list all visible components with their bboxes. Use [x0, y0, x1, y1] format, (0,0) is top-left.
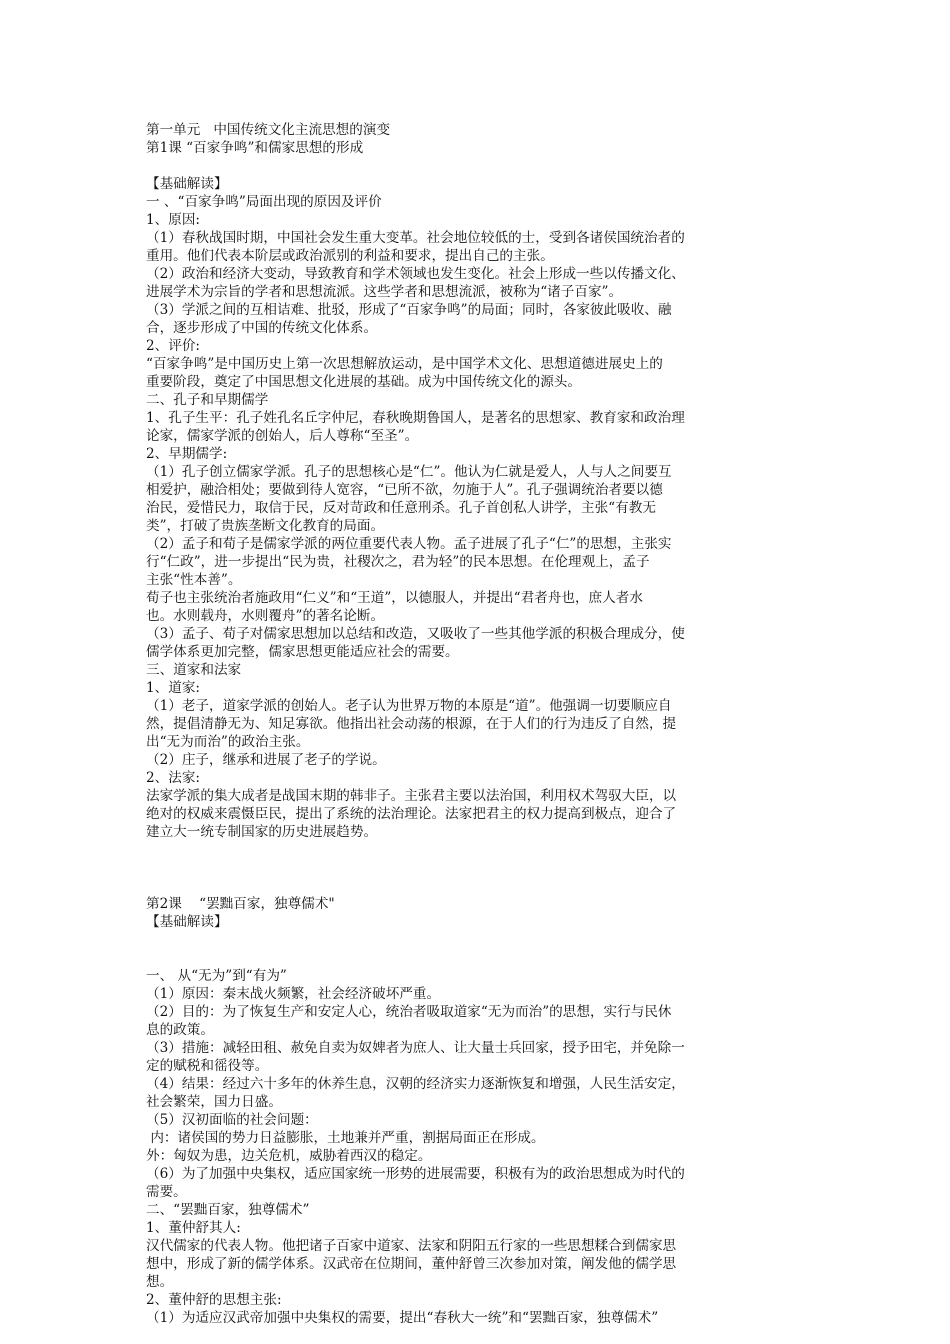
- text-line: 2、评价:: [146, 338, 201, 354]
- text-line: 需要。: [146, 1184, 187, 1200]
- text-line: （4）结果：经过六十多年的休养生息，汉朝的经济实力逐渐恢复和增强，人民生活安定，: [146, 1076, 685, 1092]
- text-line: 建立大一统专制国家的历史进展趋势。: [146, 824, 378, 840]
- text-line: （2）政治和经济大变动，导致教育和学术领域也发生变化。社会上形成一些以传播文化、: [146, 266, 685, 282]
- text-line: 出“无为而治”的政治主张。: [146, 734, 310, 750]
- text-line: 重要阶段，奠定了中国思想文化进展的基础。成为中国传统文化的源头。: [146, 374, 581, 390]
- text-line: 2、法家:: [146, 770, 201, 786]
- unit-title: 第一单元 中国传统文化主流思想的演变: [146, 122, 391, 138]
- text-line: 行“仁政”，进一步提出“民为贵，社稷次之，君为轻”的民本思想。在伦理观上，孟子: [146, 554, 650, 570]
- text-line: 绝对的权威来震慑臣民，提出了系统的法治理论。法家把君主的权力提高到极点，迎合了: [146, 806, 677, 822]
- text-line: 想。: [146, 1274, 174, 1290]
- lesson-1-body: [146, 193, 806, 841]
- text-line: 汉代儒家的代表人物。他把诸子百家中道家、法家和阴阳五行家的一些思想糅合到儒家思: [146, 1238, 677, 1254]
- text-line: 儒学体系更加完整，儒家思想更能适应社会的需要。: [146, 644, 459, 660]
- text-line: 外：匈奴为患，边关危机，威胁着西汉的稳定。: [146, 1148, 432, 1164]
- text-line: 1、孔子生平：孔子姓孔名丘字仲尼，春秋晚期鲁国人，是著名的思想家、教育家和政治理: [146, 410, 685, 426]
- text-line: 1、董仲舒其人:: [146, 1220, 241, 1236]
- text-line: 重用。他们代表本阶层或政治派别的利益和要求，提出自己的主张。: [146, 248, 554, 264]
- text-line: 社会繁荣，国力日盛。: [146, 1094, 282, 1110]
- text-line: （5）汉初面临的社会问题：: [146, 1112, 318, 1128]
- text-line: 一、 从“无为”到“有为”: [146, 968, 287, 984]
- text-line: 1、原因:: [146, 212, 201, 228]
- text-line: （3）学派之间的互相诘难、批驳，形成了“百家争鸣”的局面；同时，各家彼此吸收、融: [146, 302, 672, 318]
- lesson-2-body: [146, 967, 806, 1327]
- text-line: “百家争鸣”是中国历史上第一次思想解放运动，是中国学术文化、思想道德进展史上的: [146, 356, 663, 372]
- text-line: 然，提倡清静无为、知足寡欲。他指出社会动荡的根源，在于人们的行为违反了自然，提: [146, 716, 677, 732]
- lesson-1-title: 第1课 “百家争鸣”和儒家思想的形成: [146, 140, 364, 156]
- text-line: 论家，儒家学派的创始人，后人尊称“至圣”。: [146, 428, 419, 444]
- text-line: 相爱护，融洽相处；要做到待人宽容，“已所不欲，勿施于人”。孔子强调统治者要以德: [146, 482, 663, 498]
- text-line: 2、早期儒学:: [146, 446, 228, 462]
- text-line: 一 、“百家争鸣”局面出现的原因及评价: [146, 194, 382, 210]
- text-line: 内：诸侯国的势力日益膨胀，土地兼并严重，割据局面正在形成。: [146, 1130, 545, 1146]
- basic-reading-heading: 【基础解读】: [146, 914, 228, 930]
- text-line: （1）原因：秦末战火频繁，社会经济破坏严重。: [146, 986, 441, 1002]
- text-line: 类”，打破了贵族垄断文化教育的局面。: [146, 518, 385, 534]
- text-line: （2）孟子和荀子是儒家学派的两位重要代表人物。孟子进展了孔子“仁”的思想，主张实: [146, 536, 672, 552]
- text-line: （3）孟子、荀子对儒家思想加以总结和改造，又吸收了一些其他学派的积极合理成分，使: [146, 626, 685, 642]
- text-line: 定的赋税和徭役等。: [146, 1058, 269, 1074]
- text-line: 二、孔子和早期儒学: [146, 392, 269, 408]
- text-line: 主张“性本善”。: [146, 572, 242, 588]
- text-line: 法家学派的集大成者是战国末期的韩非子。主张君主要以法治国，利用权术驾驭大臣，以: [146, 788, 677, 804]
- text-line: （6）为了加强中央集权，适应国家统一形势的进展需要，积极有为的政治思想成为时代的: [146, 1166, 685, 1182]
- text-line: （2）目的：为了恢复生产和安定人心，统治者吸取道家“无为而治”的思想，实行与民休: [146, 1004, 672, 1020]
- text-line: （1）为适应汉武帝加强中央集权的需要，提出“春秋大一统”和“罢黜百家，独尊儒术”: [146, 1310, 659, 1326]
- text-line: （1）春秋战国时期，中国社会发生重大变革。社会地位较低的士，受到各诸侯国统治者的: [146, 230, 685, 246]
- text-line: （2）庄子，继承和进展了老子的学说。: [146, 752, 386, 768]
- text-line: （1）老子，道家学派的创始人。老子认为世界万物的本原是“道”。他强调一切要顺应自: [146, 698, 672, 714]
- text-line: 进展学术为宗旨的学者和思想流派。这些学者和思想流派，被称为“诸子百家”。: [146, 284, 623, 300]
- text-line: 想中，形成了新的儒学体系。汉武帝在位期间，董仲舒曾三次参加对策，阐发他的儒学思: [146, 1256, 677, 1272]
- spacer: [146, 841, 806, 895]
- basic-reading-heading: 【基础解读】: [146, 176, 228, 192]
- text-line: 2、董仲舒的思想主张:: [146, 1292, 282, 1308]
- text-line: 息的政策。: [146, 1022, 214, 1038]
- spacer: [146, 157, 806, 175]
- text-line: 合，逐步形成了中国的传统文化体系。: [146, 320, 378, 336]
- text-line: 也。水则载舟，水则覆舟”的著名论断。: [146, 608, 385, 624]
- text-line: 治民，爱惜民力，取信于民，反对苛政和任意刑杀。孔子首创私人讲学，主张“有教无: [146, 500, 656, 516]
- text-line: 二、“罢黜百家，独尊儒术”: [146, 1202, 310, 1218]
- text-line: 荀子也主张统治者施政用“仁义”和“王道”，以德服人，并提出“君者舟也，庶人者水: [146, 590, 643, 606]
- text-line: 三、道家和法家: [146, 662, 242, 678]
- spacer: [146, 931, 806, 967]
- text-line: 1、道家:: [146, 680, 201, 696]
- text-line: （3）措施：减轻田租、赦免自卖为奴婢者为庶人、让大量士兵回家，授予田宅，并免除一: [146, 1040, 685, 1056]
- lesson-2-title: 第2课 “罢黜百家，独尊儒术": [146, 896, 335, 912]
- text-line: （1）孔子创立儒家学派。孔子的思想核心是“仁”。他认为仁就是爱人，人与人之间要互: [146, 464, 672, 480]
- document-page: [146, 121, 806, 1327]
